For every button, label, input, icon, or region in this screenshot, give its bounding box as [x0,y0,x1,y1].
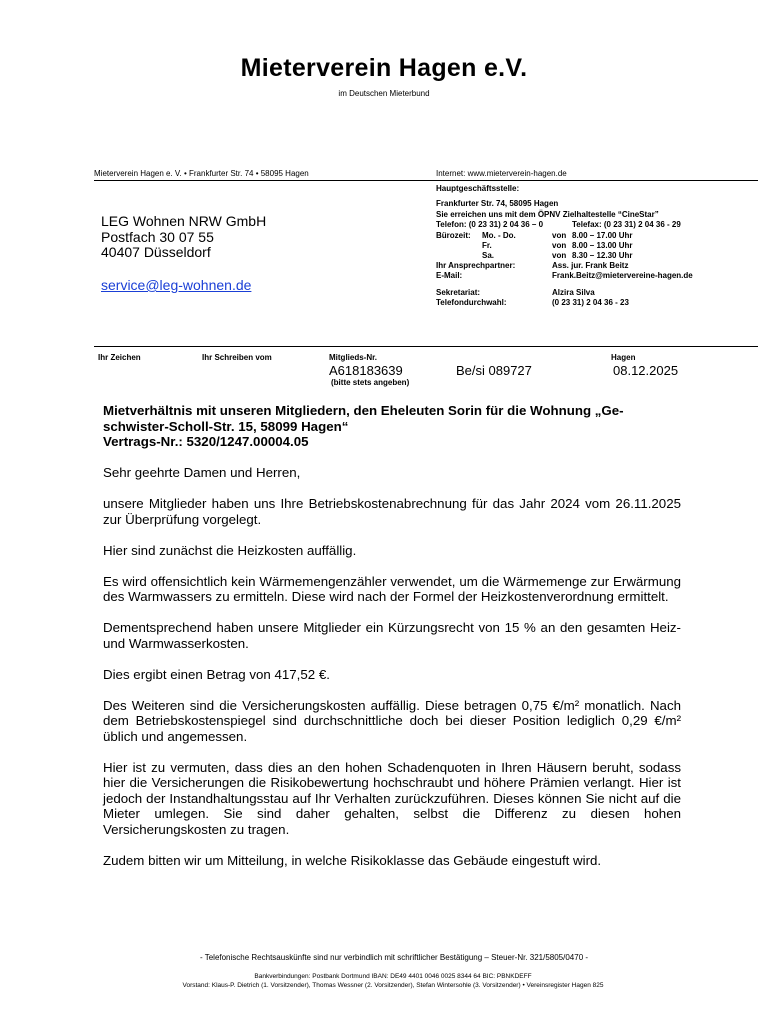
letter-subject [103,403,681,450]
hours-row [436,251,736,261]
organization-subtitle: im Deutschen Mieterbund [338,89,430,98]
recipient-address [101,214,266,261]
letter-date: 08.12.2025 [613,363,679,378]
body-paragraph: Des Weiteren sind die Versicherungskosten auffällig. Diese betragen 0,75 €/m² monatlich. Nach dem Betriebskostenspiegel sind durchschnittliche doch bei dieser Position lediglich 0,29 €/m² üblich und angemessen. [103,697,681,744]
secretary-name: Alzira Silva [552,288,595,297]
letter-body [103,403,681,884]
hours-time: 8.00 – 17.00 Uhr [572,231,633,240]
hours-row [436,241,736,251]
reference-divider [94,346,758,347]
body-paragraph: Dementsprechend haben unsere Mitglieder ein Kürzungsrecht von 15 % an den gesamten Heiz- und Warmwasserkosten. [103,620,681,651]
body-paragraph: Hier ist zu vermuten, dass dies an den hohen Schadenquoten in Ihren Häusern beruht, sodass hier die Versicherungen die Risikobewertung hochschraubt und höhere Prämien verlangt. Hier ist jedoch der Instandhaltungsstau auf Ihr Verhalten zurückzuführen. Dieses können Sie nicht auf die Mieter umlegen. Sie sind daher gehalten, selbst die Differenz zu diesen hohen Versicherungskosten zu tragen. [103,759,681,837]
body-paragraph: Es wird offensichtlich kein Wärmemengenzähler verwendet, um die Wärmemenge zur Erwärmung des Warmwassers zu ermitteln. Diese wird nach der Formel der Heizkostenverordnung ermittelt. [103,573,681,604]
hours-time: 8.00 – 13.00 Uhr [572,241,633,250]
recipient-company: LEG Wohnen NRW GmbH [101,213,267,229]
footer-legal-note: - Telefonische Rechtsauskünfte sind nur verbindlich mit schriftlicher Bestätigung – Steuer-Nr. 321/5805/0470 - [199,953,589,962]
website-link[interactable]: Internet: www.mieterverein-hagen.de [436,169,567,178]
email-row [436,271,736,281]
email-label: E-Mail: [436,271,463,280]
sender-line: Mieterverein Hagen e. V. • Frankfurter Str. 74 • 58095 Hagen [94,169,309,178]
our-sign: Be/si 089727 [456,363,532,378]
fax-number: Telefax: (0 23 31) 2 04 36 - 29 [572,220,681,229]
direct-dial-row [436,298,736,308]
footer-board: Vorstand: Klaus-P. Dietrich (1. Vorsitzender), Thomas Wessner (2. Vorsitzender), Stefan Wintersohle (3. Vorsitzender) • Vereinsregister Hagen 825 [182,982,604,989]
organization-name: Mieterverein Hagen e.V. [240,54,528,82]
salutation: Sehr geehrte Damen und Herren, [103,465,301,480]
body-paragraph: Dies ergibt einen Betrag von 417,52 €. [103,666,330,682]
body-paragraph: unsere Mitglieder haben uns Ihre Betriebskostenabrechnung für das Jahr 2024 vom 26.11.2025 zur Überprüfung vorgelegt. [103,496,681,527]
hours-von: von [552,251,567,260]
office-label: Hauptgeschäftsstelle: [436,184,520,193]
direct-dial-label: Telefondurchwahl: [436,298,507,307]
your-letter-label: Ihr Schreiben vom [202,353,272,362]
hours-label: Bürozeit: [436,231,471,240]
partner-label: Ihr Ansprechpartner: [436,261,516,270]
recipient-postbox: Postfach 30 07 55 [101,228,214,245]
partner-row [436,261,736,271]
hours-row [436,231,736,241]
contact-block [436,184,736,308]
hours-day: Fr. [482,241,492,250]
phone-fax-row [436,220,736,230]
hours-day: Mo. - Do. [482,231,516,240]
contract-number: Vertrags-Nr.: 5320/1247.00004.05 [103,434,309,449]
partner-email[interactable]: Frank.Beitz@mietervereine-hagen.de [552,271,693,280]
footer-info [0,972,768,990]
hours-day: Sa. [482,251,495,260]
footer-bank: Bankverbindungen: Postbank Dortmund IBAN: DE49 4401 0046 0025 8344 64 BIC: PBNKDEFF [254,973,532,980]
member-number-note: (bitte stets angeben) [331,378,410,387]
hours-von: von [552,231,567,240]
phone-number: Telefon: (0 23 31) 2 04 36 – 0 [436,220,544,229]
hours-time: 8.30 – 12.30 Uhr [572,251,633,260]
subject-line: schwister-Scholl-Str. 15, 58099 Hagen“ [103,418,349,434]
place-label: Hagen [611,353,636,362]
recipient-email-link[interactable]: service@leg-wohnen.de [101,277,252,293]
member-number: A618183639 [329,363,403,378]
your-sign-label: Ihr Zeichen [98,353,141,362]
transit-info: Sie erreichen uns mit dem ÖPNV Zielhaltestelle “CineStar” [436,210,659,219]
hours-von: von [552,241,567,250]
direct-dial-number: (0 23 31) 2 04 36 - 23 [552,298,629,307]
office-address: Frankfurter Str. 74, 58095 Hagen [436,199,559,208]
subject-line: Mietverhältnis mit unseren Mitgliedern, den Eheleuten Sorin für die Wohnung „Ge- [103,403,624,418]
secretary-label: Sekretariat: [436,288,481,297]
body-paragraph: Zudem bitten wir um Mitteilung, in welche Risikoklasse das Gebäude eingestuft wird. [103,852,602,868]
recipient-city: 40407 Düsseldorf [101,244,211,260]
member-number-label: Mitglieds-Nr. [329,353,378,362]
body-paragraph: Hier sind zunächst die Heizkosten auffällig. [103,542,357,558]
header-divider [94,180,758,181]
secretary-row [436,288,736,298]
partner-name: Ass. jur. Frank Beitz [552,261,629,270]
